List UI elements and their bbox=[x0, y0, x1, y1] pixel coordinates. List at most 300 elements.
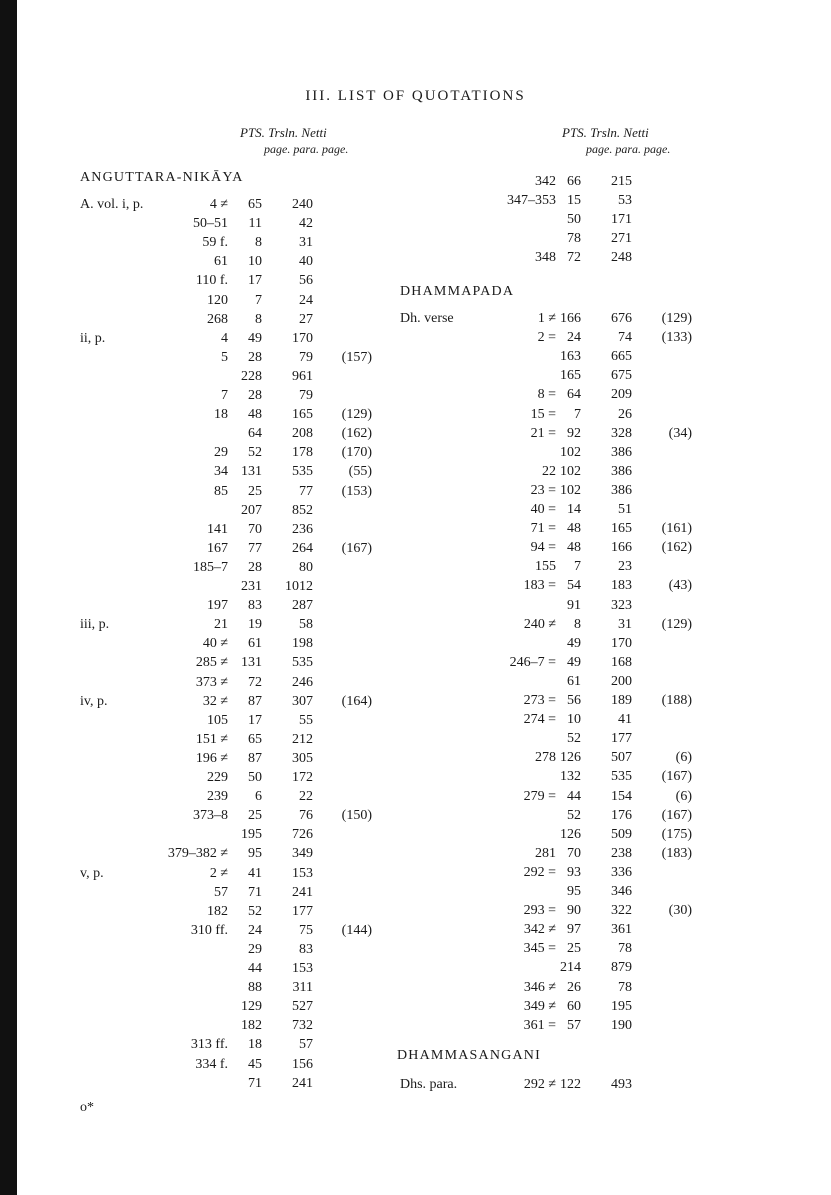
translation-para: 50 bbox=[248, 770, 262, 785]
netti-page: 42 bbox=[299, 216, 313, 232]
translation-para: 28 bbox=[248, 559, 262, 575]
netti-page: 1012 bbox=[285, 579, 313, 594]
table-row bbox=[400, 1075, 700, 1094]
netti-page: 271 bbox=[611, 231, 632, 247]
source-page: 23 = bbox=[530, 482, 556, 498]
netti-page: 57 bbox=[299, 1037, 313, 1053]
translation-para: 231 bbox=[241, 579, 262, 594]
translation-para: 11 bbox=[248, 216, 262, 232]
translation-para: 72 bbox=[248, 674, 262, 690]
translation-para: 195 bbox=[241, 827, 262, 843]
netti-page: 154 bbox=[611, 788, 632, 804]
netti-page: 77 bbox=[299, 483, 313, 499]
table-row bbox=[80, 883, 380, 902]
table-row bbox=[80, 195, 380, 214]
table-row bbox=[80, 558, 380, 577]
translation-para: 61 bbox=[248, 636, 262, 652]
source-page: 185–7 bbox=[193, 559, 228, 575]
netti-page: 328 bbox=[611, 425, 632, 441]
translation-para: 93 bbox=[567, 864, 581, 880]
source-page: 61 bbox=[214, 254, 228, 270]
translation-para: 95 bbox=[248, 846, 262, 862]
reference-label: ii, p. bbox=[80, 330, 106, 346]
translation-para: 132 bbox=[560, 769, 581, 785]
netti-page: 177 bbox=[292, 903, 313, 919]
translation-para: 87 bbox=[248, 693, 262, 709]
cross-reference: (6) bbox=[675, 750, 692, 766]
cross-reference: (157) bbox=[341, 349, 372, 365]
cross-reference: (161) bbox=[661, 521, 692, 537]
translation-para: 214 bbox=[560, 960, 581, 976]
table-row bbox=[80, 405, 380, 424]
netti-page: 726 bbox=[292, 827, 313, 843]
reference-label: A. vol. i, p. bbox=[80, 197, 144, 212]
cross-reference: (43) bbox=[668, 578, 692, 594]
reference-label: iv, p. bbox=[80, 693, 108, 709]
source-page: 1 ≠ bbox=[537, 311, 556, 326]
table-row bbox=[80, 692, 380, 711]
netti-page: 241 bbox=[292, 884, 313, 900]
netti-page: 177 bbox=[611, 731, 632, 747]
translation-para: 52 bbox=[248, 445, 262, 461]
translation-para: 48 bbox=[248, 407, 262, 423]
table-row bbox=[400, 557, 700, 576]
cross-reference: (55) bbox=[348, 464, 372, 480]
translation-para: 126 bbox=[560, 826, 581, 842]
table-row bbox=[80, 424, 380, 443]
source-page: 21 bbox=[214, 617, 228, 633]
translation-para: 83 bbox=[248, 598, 262, 614]
translation-para: 129 bbox=[241, 999, 262, 1015]
source-page: 285 ≠ bbox=[195, 655, 228, 671]
table-row bbox=[80, 825, 380, 844]
translation-para: 26 bbox=[567, 979, 581, 995]
netti-page: 209 bbox=[611, 387, 632, 403]
netti-page: 238 bbox=[611, 845, 632, 861]
translation-para: 66 bbox=[567, 174, 581, 189]
table-row bbox=[400, 1016, 700, 1035]
reference-label: v, p. bbox=[80, 865, 104, 881]
table-row bbox=[80, 310, 380, 329]
source-page: 273 = bbox=[523, 693, 556, 708]
translation-para: 49 bbox=[567, 654, 581, 670]
table-row bbox=[400, 691, 700, 710]
table-row bbox=[80, 501, 380, 520]
netti-page: 53 bbox=[618, 193, 632, 209]
table-row bbox=[400, 939, 700, 958]
table-row bbox=[80, 711, 380, 730]
translation-para: 102 bbox=[560, 463, 581, 479]
table-row bbox=[400, 424, 700, 443]
table-row bbox=[80, 367, 380, 386]
translation-para: 207 bbox=[241, 502, 262, 518]
translation-para: 25 bbox=[248, 808, 262, 824]
column-header-line1: PTS. Trsln. Netti bbox=[562, 125, 649, 140]
source-page: 40 = bbox=[530, 502, 556, 517]
table-row bbox=[400, 672, 700, 691]
translation-para: 25 bbox=[248, 483, 262, 499]
cross-reference: (183) bbox=[661, 845, 692, 861]
table-row bbox=[400, 210, 700, 229]
table-row bbox=[400, 863, 700, 882]
translation-para: 64 bbox=[248, 426, 262, 442]
cross-reference: (164) bbox=[341, 693, 372, 709]
source-page: 292 = bbox=[523, 864, 556, 880]
source-page: 15 = bbox=[530, 406, 556, 422]
netti-page: 307 bbox=[292, 693, 313, 709]
source-page: 342 ≠ bbox=[523, 922, 556, 938]
translation-para: 17 bbox=[248, 712, 262, 728]
translation-para: 97 bbox=[567, 922, 581, 938]
source-page: 334 f. bbox=[195, 1056, 228, 1072]
netti-page: 79 bbox=[299, 349, 313, 365]
netti-page: 172 bbox=[292, 770, 313, 785]
translation-para: 163 bbox=[560, 349, 581, 365]
translation-para: 165 bbox=[560, 368, 581, 384]
table-row bbox=[400, 748, 700, 767]
table-row bbox=[400, 443, 700, 462]
table-row bbox=[80, 768, 380, 787]
netti-page: 507 bbox=[611, 750, 632, 766]
netti-page: 509 bbox=[611, 826, 632, 842]
source-page: 268 bbox=[207, 311, 228, 327]
netti-page: 215 bbox=[611, 174, 632, 189]
table-row bbox=[400, 615, 700, 634]
source-page: 310 ff. bbox=[190, 922, 228, 938]
source-page: 167 bbox=[207, 540, 228, 556]
netti-page: 287 bbox=[292, 598, 313, 614]
cross-reference: (167) bbox=[341, 540, 372, 556]
cross-reference: (175) bbox=[661, 826, 692, 842]
translation-para: 166 bbox=[560, 311, 581, 326]
netti-page: 675 bbox=[611, 368, 632, 384]
table-row bbox=[400, 462, 700, 481]
netti-page: 323 bbox=[611, 597, 632, 613]
translation-para: 52 bbox=[567, 807, 581, 823]
table-row bbox=[80, 577, 380, 596]
source-page: 59 f. bbox=[202, 235, 228, 251]
translation-para: 24 bbox=[567, 330, 581, 346]
source-page: 281 bbox=[535, 845, 556, 861]
source-page: 34 bbox=[214, 464, 228, 480]
table-row bbox=[80, 386, 380, 405]
netti-page: 31 bbox=[618, 616, 632, 632]
translation-para: 10 bbox=[248, 254, 262, 270]
translation-para: 54 bbox=[567, 578, 581, 594]
netti-page: 171 bbox=[611, 212, 632, 228]
netti-page: 527 bbox=[292, 999, 313, 1015]
translation-para: 50 bbox=[567, 212, 581, 228]
table-row bbox=[400, 172, 700, 191]
source-page: 4 bbox=[221, 330, 228, 346]
source-page: 183 = bbox=[523, 578, 556, 594]
table-row bbox=[80, 921, 380, 940]
netti-page: 264 bbox=[292, 540, 313, 556]
table-row bbox=[80, 482, 380, 501]
table-row bbox=[400, 248, 700, 267]
translation-para: 7 bbox=[574, 406, 581, 422]
table-row bbox=[80, 864, 380, 883]
table-row bbox=[400, 405, 700, 424]
netti-page: 56 bbox=[299, 273, 313, 289]
table-row bbox=[80, 902, 380, 921]
netti-page: 322 bbox=[611, 903, 632, 919]
table-row bbox=[80, 329, 380, 348]
table-row bbox=[400, 997, 700, 1016]
source-page: 32 ≠ bbox=[202, 693, 228, 709]
table-row bbox=[400, 882, 700, 901]
translation-para: 28 bbox=[248, 388, 262, 403]
table-row bbox=[400, 825, 700, 844]
translation-para: 14 bbox=[567, 502, 581, 517]
netti-page: 665 bbox=[611, 349, 632, 365]
netti-page: 41 bbox=[618, 712, 632, 728]
translation-para: 126 bbox=[560, 750, 581, 766]
netti-page: 961 bbox=[292, 368, 313, 384]
translation-para: 72 bbox=[567, 250, 581, 266]
table-row bbox=[80, 940, 380, 959]
netti-page: 165 bbox=[292, 407, 313, 423]
translation-para: 7 bbox=[255, 292, 262, 308]
netti-page: 305 bbox=[292, 750, 313, 766]
translation-para: 61 bbox=[567, 673, 581, 689]
translation-para: 10 bbox=[567, 712, 581, 728]
table-row bbox=[400, 328, 700, 347]
translation-para: 7 bbox=[574, 559, 581, 575]
table-row bbox=[400, 787, 700, 806]
translation-para: 48 bbox=[567, 540, 581, 556]
netti-page: 236 bbox=[292, 521, 313, 537]
table-row bbox=[80, 787, 380, 806]
table-row bbox=[400, 653, 700, 672]
translation-para: 71 bbox=[248, 1075, 262, 1091]
netti-page: 386 bbox=[611, 463, 632, 479]
cross-reference: (30) bbox=[668, 903, 692, 919]
netti-page: 212 bbox=[292, 731, 313, 747]
reference-label: Dhs. para. bbox=[400, 1077, 458, 1092]
table-row bbox=[400, 500, 700, 519]
netti-page: 535 bbox=[292, 655, 313, 671]
translation-para: 228 bbox=[241, 368, 262, 384]
translation-para: 182 bbox=[241, 1018, 262, 1034]
translation-para: 19 bbox=[248, 617, 262, 633]
netti-page: 346 bbox=[611, 884, 632, 899]
source-page: 5 bbox=[221, 349, 228, 365]
translation-para: 24 bbox=[248, 922, 262, 938]
netti-page: 55 bbox=[299, 712, 313, 728]
table-row bbox=[80, 806, 380, 825]
source-page: 293 = bbox=[523, 903, 556, 919]
source-page: 8 = bbox=[537, 387, 556, 403]
source-page: 246–7 = bbox=[509, 654, 556, 670]
translation-para: 15 bbox=[567, 193, 581, 209]
cross-reference: (162) bbox=[661, 540, 692, 556]
table-row bbox=[400, 576, 700, 595]
table-row bbox=[80, 1074, 380, 1093]
netti-page: 190 bbox=[611, 1017, 632, 1033]
translation-para: 45 bbox=[248, 1056, 262, 1072]
source-page: 346 ≠ bbox=[523, 979, 556, 995]
cross-reference: (129) bbox=[341, 407, 372, 423]
netti-page: 879 bbox=[611, 960, 632, 976]
cross-reference: (129) bbox=[661, 616, 692, 632]
table-row bbox=[80, 539, 380, 558]
source-page: 155 bbox=[535, 559, 556, 575]
page-title: III. LIST OF QUOTATIONS bbox=[305, 88, 526, 104]
netti-page: 153 bbox=[292, 865, 313, 881]
netti-page: 31 bbox=[299, 235, 313, 251]
cross-reference: (129) bbox=[661, 311, 692, 326]
translation-para: 71 bbox=[248, 884, 262, 900]
source-page: 239 bbox=[207, 789, 228, 805]
source-page: 2 ≠ bbox=[209, 865, 228, 881]
translation-para: 90 bbox=[567, 903, 581, 919]
table-row bbox=[400, 385, 700, 404]
netti-page: 78 bbox=[618, 979, 632, 995]
translation-para: 57 bbox=[567, 1017, 581, 1033]
table-row bbox=[400, 806, 700, 825]
netti-page: 189 bbox=[611, 693, 632, 708]
table-row bbox=[80, 462, 380, 481]
source-page: 4 ≠ bbox=[209, 197, 228, 212]
source-page: 229 bbox=[207, 770, 228, 785]
netti-page: 183 bbox=[611, 578, 632, 594]
table-row bbox=[80, 634, 380, 653]
table-row bbox=[400, 596, 700, 615]
cross-reference: (188) bbox=[661, 693, 692, 708]
translation-para: 122 bbox=[560, 1077, 581, 1092]
source-page: 240 ≠ bbox=[523, 616, 556, 632]
netti-page: 23 bbox=[618, 559, 632, 575]
cross-reference: (133) bbox=[661, 330, 692, 346]
translation-para: 102 bbox=[560, 482, 581, 498]
translation-para: 28 bbox=[248, 349, 262, 365]
scan-edge-shadow bbox=[0, 0, 17, 1195]
source-page: 361 = bbox=[523, 1017, 556, 1033]
netti-page: 493 bbox=[611, 1077, 632, 1092]
translation-para: 102 bbox=[560, 444, 581, 460]
source-page: 105 bbox=[207, 712, 228, 728]
source-page: 196 ≠ bbox=[195, 750, 228, 766]
source-page: 347–353 bbox=[507, 193, 556, 209]
netti-page: 311 bbox=[292, 980, 313, 996]
netti-page: 51 bbox=[618, 502, 632, 517]
table-row bbox=[400, 710, 700, 729]
source-page: 7 bbox=[221, 388, 228, 403]
source-page: 292 ≠ bbox=[523, 1077, 556, 1092]
right-column-header bbox=[562, 124, 670, 158]
cross-reference: (144) bbox=[341, 922, 372, 938]
netti-page: 208 bbox=[292, 426, 313, 442]
table-row bbox=[400, 366, 700, 385]
table-row bbox=[400, 767, 700, 786]
translation-para: 49 bbox=[248, 330, 262, 346]
translation-para: 8 bbox=[255, 311, 262, 327]
translation-para: 17 bbox=[248, 273, 262, 289]
source-page: 373–8 bbox=[193, 808, 228, 824]
source-page: 182 bbox=[207, 903, 228, 919]
netti-page: 40 bbox=[299, 254, 313, 270]
source-page: 21 = bbox=[530, 425, 556, 441]
netti-page: 732 bbox=[292, 1018, 313, 1034]
netti-page: 178 bbox=[292, 445, 313, 461]
netti-page: 156 bbox=[292, 1056, 313, 1072]
table-row bbox=[80, 959, 380, 978]
source-page: 151 ≠ bbox=[195, 731, 228, 747]
table-row bbox=[400, 901, 700, 920]
translation-para: 65 bbox=[248, 197, 262, 212]
table-row bbox=[80, 844, 380, 863]
netti-page: 200 bbox=[611, 673, 632, 689]
reference-label: iii, p. bbox=[80, 617, 110, 633]
cross-reference: (34) bbox=[668, 425, 692, 441]
translation-para: 95 bbox=[567, 884, 581, 899]
source-page: 274 = bbox=[523, 712, 556, 728]
table-row bbox=[400, 634, 700, 653]
netti-page: 26 bbox=[618, 406, 632, 422]
netti-page: 78 bbox=[618, 941, 632, 957]
translation-para: 88 bbox=[248, 980, 262, 996]
source-page: 110 f. bbox=[195, 273, 228, 289]
source-page: 197 bbox=[207, 598, 228, 614]
table-row bbox=[80, 443, 380, 462]
table-row bbox=[80, 252, 380, 271]
translation-para: 131 bbox=[241, 655, 262, 671]
source-page: 279 = bbox=[523, 788, 556, 804]
source-page: 278 bbox=[535, 750, 556, 766]
netti-page: 241 bbox=[292, 1075, 313, 1091]
netti-page: 80 bbox=[299, 559, 313, 575]
translation-para: 70 bbox=[248, 521, 262, 537]
translation-para: 18 bbox=[248, 1037, 262, 1053]
table-row bbox=[400, 347, 700, 366]
netti-page: 83 bbox=[299, 941, 313, 957]
translation-para: 64 bbox=[567, 387, 581, 403]
table-row bbox=[400, 958, 700, 977]
source-page: 313 ff. bbox=[190, 1037, 228, 1053]
source-page: 348 bbox=[535, 250, 556, 266]
translation-para: 87 bbox=[248, 750, 262, 766]
netti-page: 386 bbox=[611, 482, 632, 498]
source-page: 29 bbox=[214, 445, 228, 461]
netti-page: 170 bbox=[292, 330, 313, 346]
table-row bbox=[80, 348, 380, 367]
translation-para: 60 bbox=[567, 998, 581, 1014]
netti-page: 240 bbox=[292, 197, 313, 212]
netti-page: 170 bbox=[611, 635, 632, 651]
translation-para: 41 bbox=[248, 865, 262, 881]
netti-page: 76 bbox=[299, 808, 313, 824]
source-page: 22 bbox=[542, 463, 556, 479]
cross-reference: (6) bbox=[675, 788, 692, 804]
netti-page: 22 bbox=[299, 789, 313, 805]
cross-reference: (167) bbox=[661, 769, 692, 785]
netti-page: 166 bbox=[611, 540, 632, 556]
netti-page: 349 bbox=[292, 846, 313, 862]
table-row bbox=[80, 214, 380, 233]
translation-para: 92 bbox=[567, 425, 581, 441]
table-row bbox=[400, 191, 700, 210]
section-dhammasangani: DHAMMASANGANI bbox=[397, 1048, 541, 1063]
section-anguttara-nikaya: ANGUTTARA-NIKĀYA bbox=[80, 170, 244, 185]
netti-page: 676 bbox=[611, 311, 632, 326]
netti-page: 535 bbox=[292, 464, 313, 480]
source-page: 18 bbox=[214, 407, 228, 423]
translation-para: 70 bbox=[567, 845, 581, 861]
table-row bbox=[80, 615, 380, 634]
translation-para: 25 bbox=[567, 941, 581, 957]
section-dhammapada: DHAMMAPADA bbox=[400, 284, 515, 299]
